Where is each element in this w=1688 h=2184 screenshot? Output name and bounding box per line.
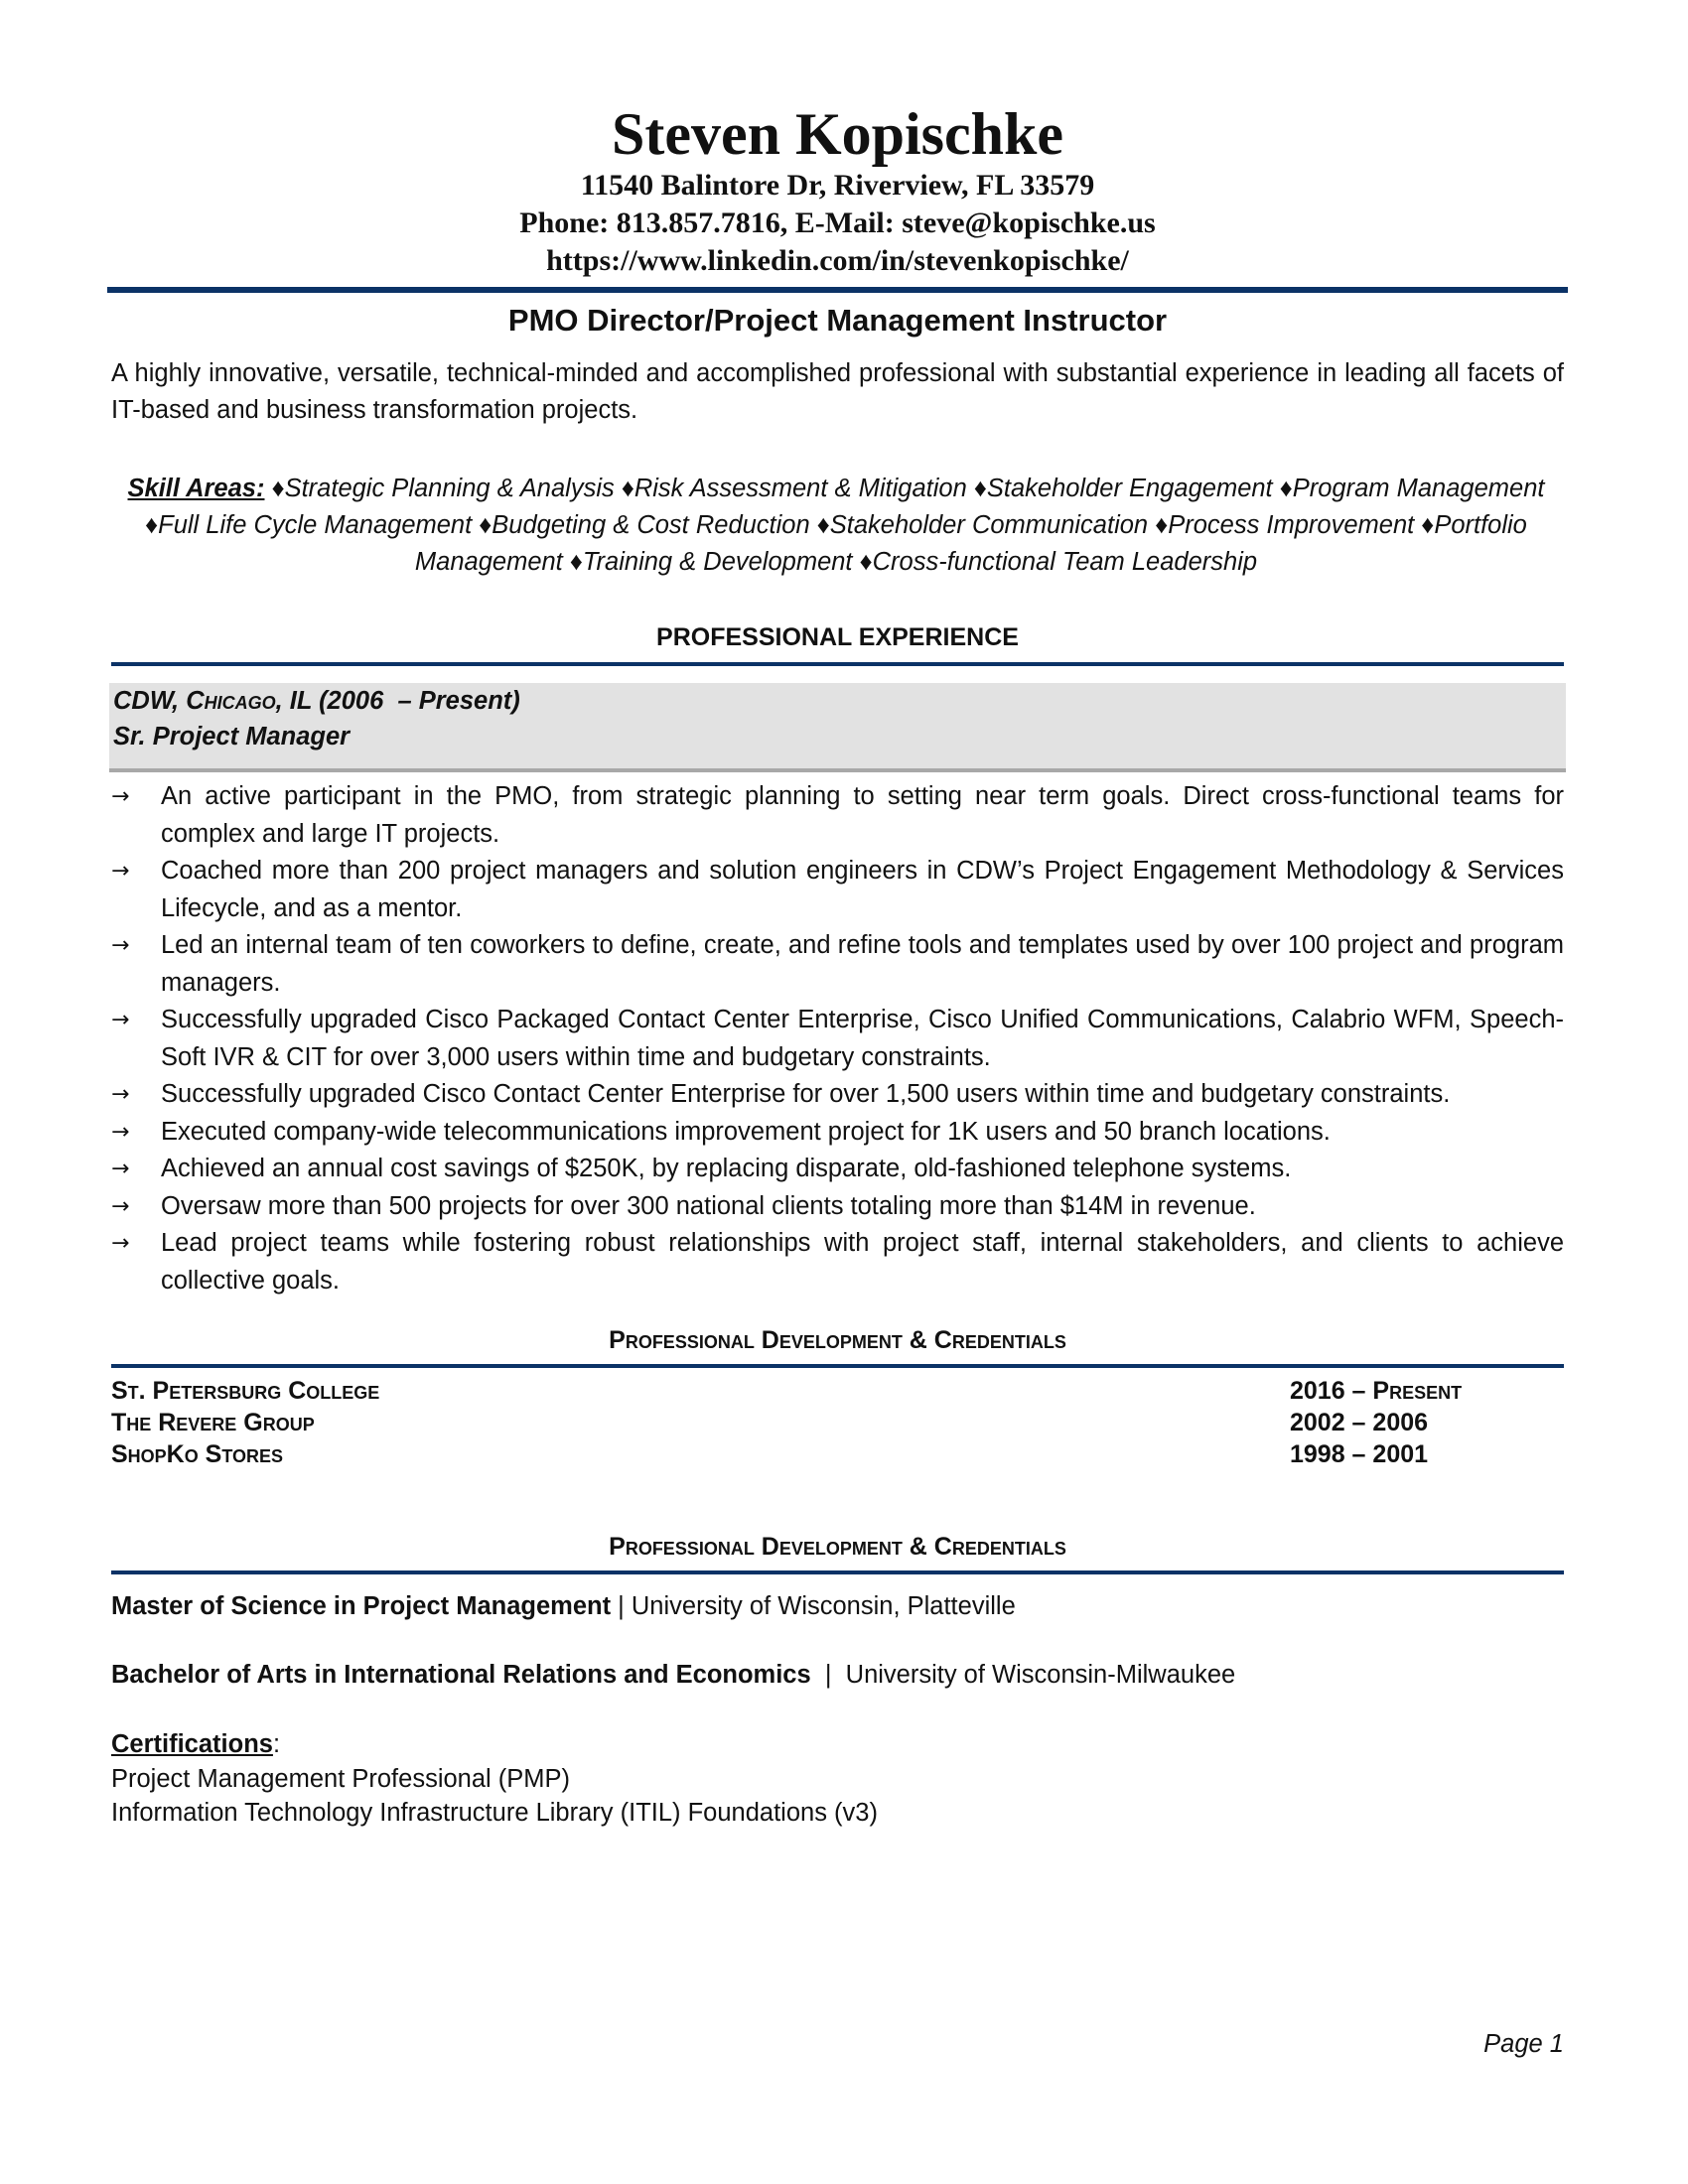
arrow-icon: →	[111, 1193, 130, 1219]
experience-bullet: → Oversaw more than 500 projects for over 300 national clients totaling more than $14M in revenue.	[111, 1188, 1564, 1226]
job-header	[109, 683, 1566, 772]
credential-years: 2016 – Present	[1290, 1377, 1463, 1405]
certification-item: Project Management Professional (PMP)	[111, 1765, 571, 1793]
arrow-icon: →	[111, 1119, 130, 1145]
degree-masters: Master of Science in Project Management | University of Wisconsin, Platteville	[111, 1592, 1016, 1620]
arrow-icon: →	[111, 1231, 130, 1256]
experience-bullet: → Led an internal team of ten coworkers to define, create, and refine tools and templates used by over 100 project and program managers.	[111, 927, 1564, 1002]
skill-list	[145, 475, 1544, 576]
education-heading: Professional Development & Credentials	[609, 1533, 1066, 1561]
skill-item: ♦Program Management	[1272, 475, 1545, 502]
certification-item: Information Technology Infrastructure Library (ITIL) Foundations (v3)	[111, 1799, 878, 1827]
arrow-icon: →	[111, 1082, 130, 1107]
credential-org: St. Petersburg College	[111, 1377, 380, 1405]
degree-bachelors: Bachelor of Arts in International Relations and Economics | University of Wisconsin-Milwaukee	[111, 1661, 1236, 1689]
credential-row	[111, 1375, 1564, 1407]
credential-row	[111, 1438, 1564, 1470]
skill-item: ♦Risk Assessment & Mitigation	[614, 475, 967, 502]
skill-areas-label: Skill Areas:	[127, 475, 265, 502]
skill-item: ♦Strategic Planning & Analysis	[271, 475, 615, 502]
credential-org: The Revere Group	[111, 1409, 315, 1436]
arrow-icon: →	[111, 859, 130, 884]
skill-item: ♦Budgeting & Cost Reduction	[472, 511, 810, 539]
skill-item: ♦Stakeholder Communication	[809, 511, 1149, 539]
experience-bullet: → Successfully upgraded Cisco Contact Center Enterprise for over 1,500 users within time and budgetary constraints.	[111, 1076, 1564, 1114]
credential-org: ShopKo Stores	[111, 1440, 284, 1468]
credential-years: 1998 – 2001	[1290, 1440, 1429, 1468]
experience-bullets	[111, 778, 1564, 1299]
experience-bullet: → Successfully upgraded Cisco Packaged Contact Center Enterprise, Cisco Unified Communications, Calabrio WFM, Speech-Soft IVR & CIT for over 3,000 users within time and budgetary constraints.	[111, 1002, 1564, 1076]
credentials-divider	[111, 1364, 1564, 1368]
arrow-icon: →	[111, 1008, 130, 1032]
arrow-icon: →	[111, 784, 130, 809]
skill-item: ♦Portfolio Management	[414, 511, 1527, 576]
experience-bullet: → Achieved an annual cost savings of $250K, by replacing disparate, old-fashioned telephone systems.	[111, 1151, 1564, 1188]
education-divider	[111, 1570, 1564, 1574]
skill-areas	[121, 471, 1551, 581]
credentials-heading: Professional Development & Credentials	[609, 1326, 1066, 1354]
certifications-heading: Certifications:	[111, 1730, 281, 1758]
candidate-name: Steven Kopischke	[611, 101, 1064, 167]
skill-item: ♦Training & Development	[562, 548, 853, 576]
skill-item: ♦Cross-functional Team Leadership	[852, 548, 1258, 576]
credential-row	[111, 1407, 1564, 1438]
experience-bullet: → Executed company-wide telecommunications improvement project for 1K users and 50 branch locations.	[111, 1114, 1564, 1152]
contact-line: Phone: 813.857.7816, E-Mail: steve@kopischke.us	[519, 206, 1156, 239]
skill-item: ♦Full Life Cycle Management	[145, 511, 473, 539]
credential-years: 2002 – 2006	[1290, 1409, 1429, 1436]
experience-heading: PROFESSIONAL EXPERIENCE	[656, 623, 1019, 651]
experience-bullet: → Lead project teams while fostering robust relationships with project staff, internal stakeholders, and clients to achieve collective goals.	[111, 1225, 1564, 1299]
page-number: Page 1	[1483, 2030, 1564, 2058]
skill-item: ♦Stakeholder Engagement	[966, 475, 1273, 502]
job-company: CDW, Chicago, IL (2006 – Present)	[113, 687, 520, 715]
header-divider	[107, 287, 1568, 293]
skill-item: ♦Process Improvement	[1148, 511, 1415, 539]
arrow-icon: →	[111, 1157, 130, 1181]
arrow-icon: →	[111, 933, 130, 958]
job-role: Sr. Project Manager	[113, 723, 351, 751]
professional-title: PMO Director/Project Management Instructor	[507, 303, 1168, 338]
experience-divider	[111, 662, 1564, 666]
experience-bullet: → Coached more than 200 project managers and solution engineers in CDW’s Project Engagement Methodology & Services Lifecycle, and as a mentor.	[111, 853, 1564, 927]
address: 11540 Balintore Dr, Riverview, FL 33579	[580, 169, 1095, 202]
summary: A highly innovative, versatile, technical-minded and accomplished professional with substantial experience in leading all facets of IT-based and business transformation projects.	[111, 359, 1564, 424]
experience-bullet: → An active participant in the PMO, from strategic planning to setting near term goals. Direct cross-functional teams for complex and large IT projects.	[111, 778, 1564, 853]
linkedin-url[interactable]: https://www.linkedin.com/in/stevenkopischke/	[546, 244, 1129, 277]
